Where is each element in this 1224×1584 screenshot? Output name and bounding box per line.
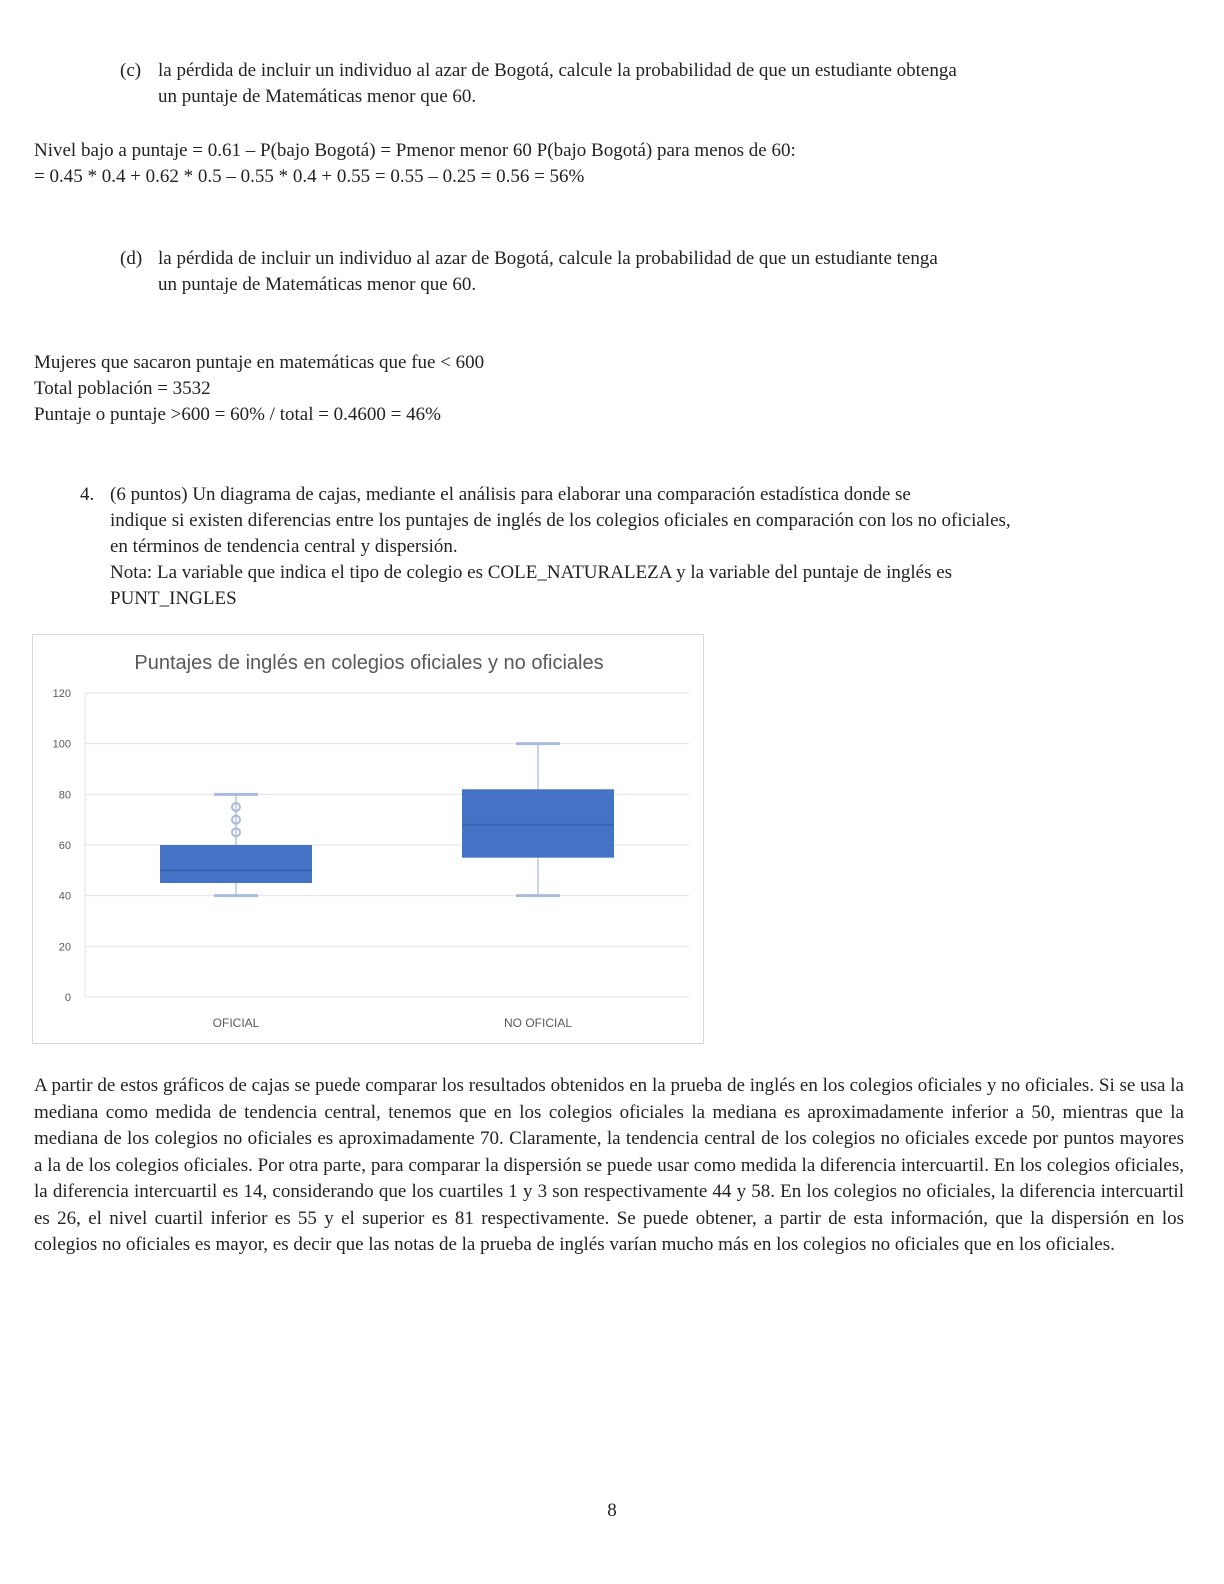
item-4-line: en términos de tendencia central y dispersión.	[110, 536, 458, 557]
y-tick-label: 0	[64, 992, 71, 1004]
item-c-line: un puntaje de Matemáticas menor que 60.	[158, 86, 477, 107]
x-tick-label: NO OFICIAL	[503, 1016, 573, 1030]
item-c-answer	[34, 138, 1154, 190]
item-4-line: indique si existen diferencias entre los puntajes de inglés de los colegios oficiales en comparación con los no oficiales,	[110, 510, 1011, 531]
analysis-paragraph: A partir de estos gráficos de cajas se puede comparar los resultados obtenidos en la prueba de inglés en los colegios oficiales y no oficiales. Si se usa la mediana como medida de tendencia central, tenemos que en los colegios oficiales la mediana es aproximadamente inferior a 50, mientras que la mediana de los colegios no oficiales es aproximadamente 70. Claramente, la tendencia central de los colegios no oficiales excede por puntos mayores a la de los colegios oficiales. Por otra parte, para comparar la dispersión se puede usar como medida la diferencia intercuartil. En los colegios oficiales, la diferencia intercuartil es 14, considerando que los cuartiles 1 y 3 son respectivamente 44 y 58. En los colegios no oficiales, la diferencia intercuartil es 26, el nivel cuartil inferior es 55 y el superior es 81 respectivamente. Se puede obtener, a partir de esta información, que la dispersión en los colegios no oficiales es mayor, es decir que las notas de la prueba de inglés varían mucho más en los colegios no oficiales que en los oficiales.	[34, 1075, 1184, 1255]
item-d-number: (d)	[120, 248, 143, 269]
y-tick-label: 60	[58, 840, 71, 852]
y-tick-label: 80	[58, 789, 71, 802]
answer-line: Puntaje o puntaje >600 = 60% / total = 0.4600 = 46%	[34, 404, 441, 425]
page-number: 8	[607, 1500, 617, 1521]
answer-line: Nivel bajo a puntaje = 0.61 – P(bajo Bogotá) = Pmenor menor 60 P(bajo Bogotá) para menos de 60:	[34, 140, 796, 161]
item-4-line: Nota: La variable que indica el tipo de colegio es COLE_NATURALEZA y la variable del puntaje de inglés es	[110, 562, 953, 583]
box-q1-q3	[462, 789, 614, 857]
answer-line: Total población = 3532	[34, 378, 211, 399]
y-tick-label: 20	[58, 941, 71, 954]
chart-title: Puntajes de inglés en colegios oficiales y no oficiales	[134, 652, 604, 674]
item-4-line: (6 puntos) Un diagrama de cajas, mediante el análisis para elaborar una comparación estadística donde se	[110, 484, 911, 505]
answer-line: = 0.45 * 0.4 + 0.62 * 0.5 – 0.55 * 0.4 + 0.55 = 0.55 – 0.25 = 0.56 = 56%	[34, 166, 585, 187]
y-tick-label: 40	[58, 890, 71, 903]
boxplot-chart	[32, 634, 704, 1044]
y-tick-label: 100	[52, 738, 71, 751]
item-d-answer	[34, 350, 734, 428]
item-c-line: la pérdida de incluir un individuo al azar de Bogotá, calcule la probabilidad de que un estudiante obtenga	[158, 60, 957, 81]
item-d	[120, 246, 1156, 298]
item-c-number: (c)	[120, 60, 142, 81]
item-4-line: PUNT_INGLES	[110, 588, 237, 609]
item-d-line: la pérdida de incluir un individuo al azar de Bogotá, calcule la probabilidad de que un estudiante tenga	[158, 248, 938, 269]
item-4	[80, 482, 1156, 612]
item-c	[120, 58, 1156, 110]
box-q1-q3	[160, 845, 312, 883]
item-4-number: 4.	[80, 484, 95, 505]
y-tick-label: 120	[52, 688, 71, 700]
item-d-line: un puntaje de Matemáticas menor que 60.	[158, 274, 477, 295]
boxplot-svg	[33, 635, 705, 1045]
answer-line: Mujeres que sacaron puntaje en matemáticas que fue < 600	[34, 352, 485, 373]
x-tick-label: OFICIAL	[212, 1016, 260, 1030]
